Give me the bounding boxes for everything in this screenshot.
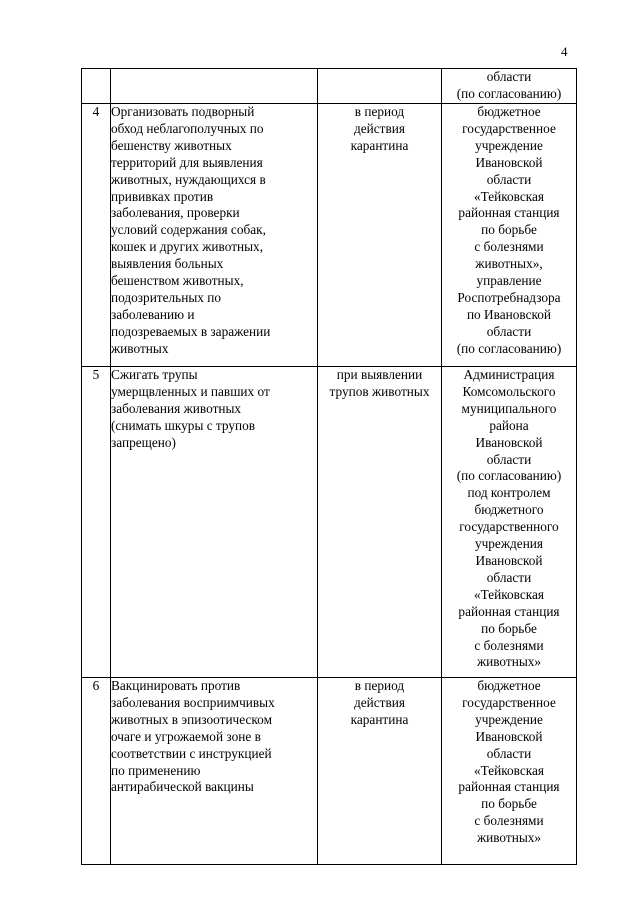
cell-line: учреждение <box>475 711 543 727</box>
cell-line: Сжигать трупы <box>111 367 198 382</box>
cell-line: Организовать подворный <box>111 104 255 119</box>
cell-line: Ивановской <box>475 154 543 170</box>
row-number-cell: 4 <box>82 104 111 367</box>
cell-line: выявления больных <box>111 256 224 272</box>
table-row <box>82 104 577 367</box>
action-cell <box>111 678 318 865</box>
cell-line: соответствии с инструкцией <box>111 745 272 761</box>
cell-line: (по согласованию) <box>456 85 562 101</box>
cell-line: области <box>486 69 532 84</box>
cell-line: антирабической вакцины <box>111 779 254 795</box>
cell-line: прививках против <box>111 188 214 204</box>
cell-line: заболеванию и <box>111 306 195 322</box>
cell-line: животных <box>111 340 169 356</box>
cell-line: в период <box>354 104 405 119</box>
cell-line: управление <box>476 273 542 289</box>
cell-line: «Тейковская <box>473 188 545 204</box>
cell-line: области <box>486 451 532 467</box>
cell-line: государственное <box>462 694 556 710</box>
cell-line: с болезнями <box>474 813 544 829</box>
cell-line: (по согласованию) <box>456 340 562 356</box>
cell-line: области <box>486 745 532 761</box>
cell-line: области <box>486 569 532 585</box>
cell-line: Вакцинировать против <box>111 678 241 693</box>
cell-line: запрещено) <box>111 434 176 450</box>
cell-line: условий содержания собак, <box>111 222 266 238</box>
cell-line: подозреваемых в заражении <box>111 323 271 339</box>
cell-line: учреждения <box>474 536 544 552</box>
term-cell <box>318 69 442 104</box>
responsible-cell <box>442 69 577 104</box>
cell-line: районная станция <box>458 205 560 221</box>
cell-line: Администрация <box>463 367 555 382</box>
row-number-cell: 5 <box>82 367 111 678</box>
cell-line: по применению <box>111 762 201 778</box>
cell-line: по Ивановской <box>466 306 552 322</box>
cell-line: «Тейковская <box>473 586 545 602</box>
cell-line: бешенством животных, <box>111 273 244 289</box>
cell-line: заболевания, проверки <box>111 205 240 221</box>
cell-line: кошек и других животных, <box>111 239 264 255</box>
measures-table <box>81 68 577 865</box>
term-cell <box>318 104 442 367</box>
cell-line: животных, нуждающихся в <box>111 171 266 187</box>
action-cell <box>111 69 318 104</box>
cell-line: карантина <box>350 711 409 727</box>
table-row <box>82 678 577 865</box>
cell-line: района <box>489 417 529 433</box>
cell-line: под контролем <box>467 485 551 501</box>
cell-line: (по согласованию) <box>456 468 562 484</box>
cell-line: карантина <box>350 137 409 153</box>
cell-line: Комсомольского <box>462 383 556 399</box>
responsible-cell <box>442 367 577 678</box>
table-row <box>82 69 577 104</box>
cell-line: бюджетного <box>474 502 544 518</box>
cell-line: заболевания восприимчивых <box>111 694 275 710</box>
responsible-cell <box>442 104 577 367</box>
cell-line: заболевания животных <box>111 400 242 416</box>
cell-line: животных» <box>476 654 542 670</box>
cell-line: Ивановской <box>475 434 543 450</box>
cell-line: учреждение <box>475 137 543 153</box>
cell-line: очаге и угрожаемой зоне в <box>111 728 261 744</box>
cell-line: обход неблагополучных по <box>111 120 264 136</box>
cell-line: (снимать шкуры с трупов <box>111 417 256 433</box>
cell-line: районная станция <box>458 603 560 619</box>
term-cell <box>318 367 442 678</box>
row-number-cell: 6 <box>82 678 111 865</box>
cell-line: территорий для выявления <box>111 154 263 170</box>
cell-line: Ивановской <box>475 728 543 744</box>
cell-line: по борьбе <box>481 222 537 238</box>
responsible-cell <box>442 678 577 865</box>
term-cell <box>318 678 442 865</box>
row-number-cell <box>82 69 111 104</box>
cell-line: государственное <box>462 120 556 136</box>
cell-line: муниципального <box>461 400 557 416</box>
cell-line: умерщвленных и павших от <box>111 383 270 399</box>
cell-line: государственного <box>459 519 559 535</box>
action-cell <box>111 104 318 367</box>
page-number: 4 <box>561 44 568 59</box>
cell-line: бюджетное <box>477 104 541 119</box>
cell-line: Роспотребнадзора <box>457 289 561 305</box>
action-cell <box>111 367 318 678</box>
table-row <box>82 367 577 678</box>
cell-line: с болезнями <box>474 239 544 255</box>
cell-line: действия <box>353 694 405 710</box>
cell-line: трупов животных <box>329 383 430 399</box>
cell-line: по борьбе <box>481 796 537 812</box>
cell-line: Ивановской <box>475 552 543 568</box>
cell-line: бешенству животных <box>111 137 232 153</box>
cell-line: по борьбе <box>481 620 537 636</box>
cell-line: при выявлении <box>336 367 423 382</box>
cell-line: животных», <box>475 256 543 272</box>
cell-line: бюджетное <box>477 678 541 693</box>
cell-line: области <box>486 171 532 187</box>
cell-line: подозрительных по <box>111 289 222 305</box>
cell-line: действия <box>353 120 405 136</box>
cell-line: животных» <box>476 830 542 846</box>
cell-line: районная станция <box>458 779 560 795</box>
cell-line: в период <box>354 678 405 693</box>
cell-line: животных в эпизоотическом <box>111 711 272 727</box>
cell-line: области <box>486 323 532 339</box>
cell-line: «Тейковская <box>473 762 545 778</box>
cell-line: с болезнями <box>474 637 544 653</box>
